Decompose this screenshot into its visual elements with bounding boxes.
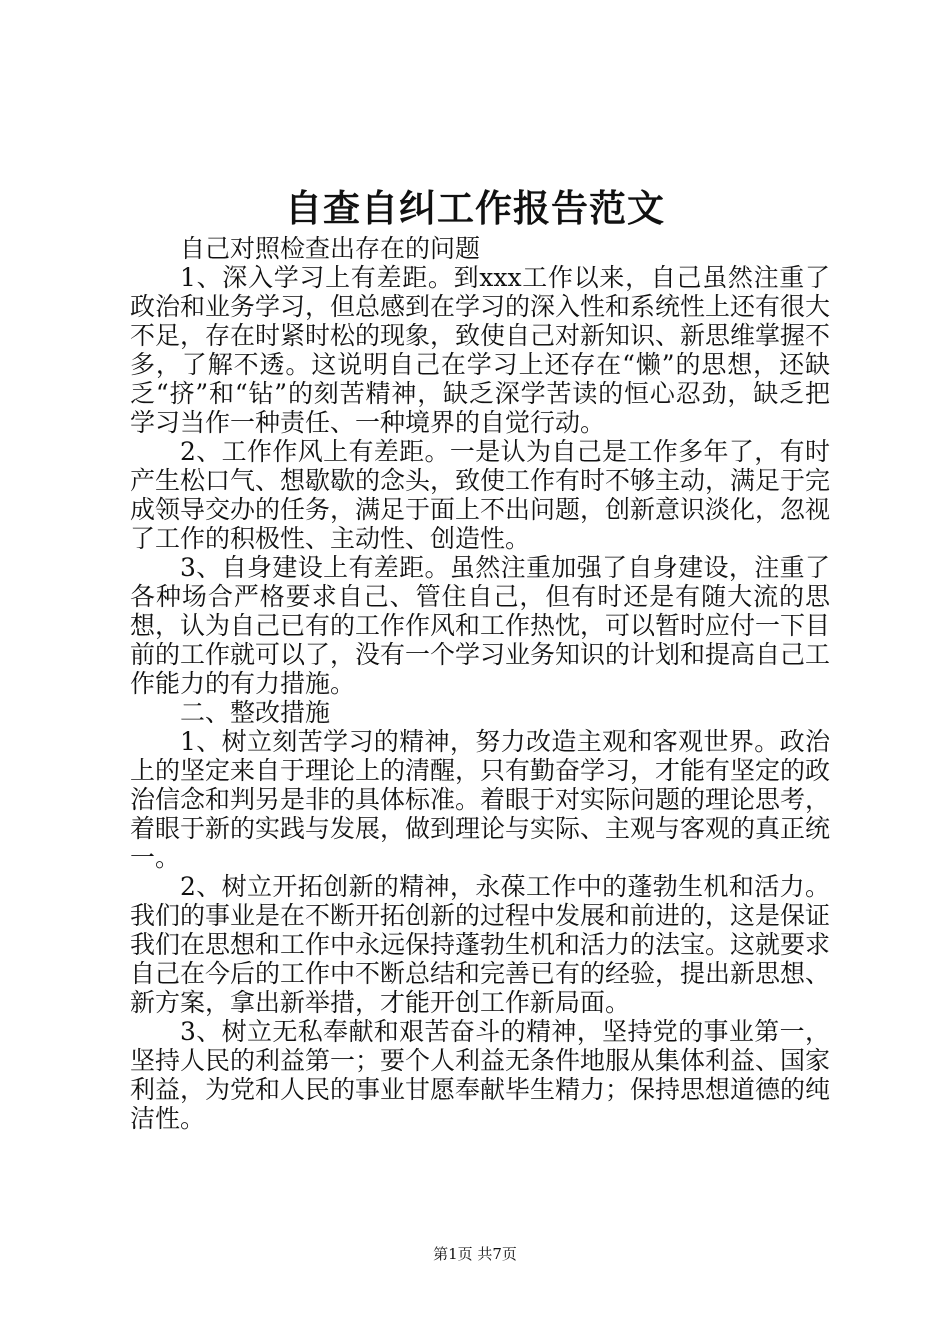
section-heading: 二、整改措施 <box>180 698 331 727</box>
paragraph: 1、深入学习上有差距。到xxx工作以来，自己虽然注重了政治和业务学习，但总感到在学习的深入性和系统性上还有很大不足，存在时紧时松的现象，致使自己对新知识、新思维掌握不多，了解不透。这说明自己在学习上还存在“懒”的思想，还缺乏“挤”和“钻”的刻苦精神，缺乏深学苦读的恒心忍劲，缺乏把学习当作一种责任、一种境界的自觉行动。 <box>130 263 831 437</box>
section-heading: 自己对照检查出存在的问题 <box>180 234 481 263</box>
document-body <box>130 234 830 1133</box>
paragraph: 2、树立开拓创新的精神，永葆工作中的蓬勃生机和活力。我们的事业是在不断开拓创新的过程中发展和前进的，这是保证我们在思想和工作中永远保持蓬勃生机和活力的法宝。这就要求自己在今后的工作中不断总结和完善已有的经验，提出新思想、新方案，拿出新举措，才能开创工作新局面。 <box>130 872 831 1017</box>
paragraph: 2、工作作风上有差距。一是认为自己是工作多年了，有时产生松口气、想歇歇的念头，致使工作有时不够主动，满足于完成领导交办的任务，满足于面上不出问题，创新意识淡化，忽视了工作的积极性、主动性、创造性。 <box>130 437 831 553</box>
paragraph: 1、树立刻苦学习的精神，努力改造主观和客观世界。政治上的坚定来自于理论上的清醒，只有勤奋学习，才能有坚定的政治信念和判另是非的具体标准。着眼于对实际问题的理论思考，着眼于新的实践与发展，做到理论与实际、主观与客观的真正统一。 <box>130 727 831 872</box>
paragraph: 3、树立无私奉献和艰苦奋斗的精神，坚持党的事业第一，坚持人民的利益第一；要个人利益无条件地服从集体利益、国家利益，为党和人民的事业甘愿奉献毕生精力；保持思想道德的纯洁性。 <box>130 1017 831 1133</box>
document-title: 自查自纠工作报告范文 <box>285 186 665 230</box>
page-number-footer: 第1页 共7页 <box>433 1245 517 1263</box>
paragraph: 3、自身建设上有差距。虽然注重加强了自身建设，注重了各种场合严格要求自己、管住自己，但有时还是有随大流的思想，认为自己已有的工作作风和工作热忱，可以暂时应付一下目前的工作就可以了，没有一个学习业务知识的计划和提高自己工作能力的有力措施。 <box>130 553 831 698</box>
